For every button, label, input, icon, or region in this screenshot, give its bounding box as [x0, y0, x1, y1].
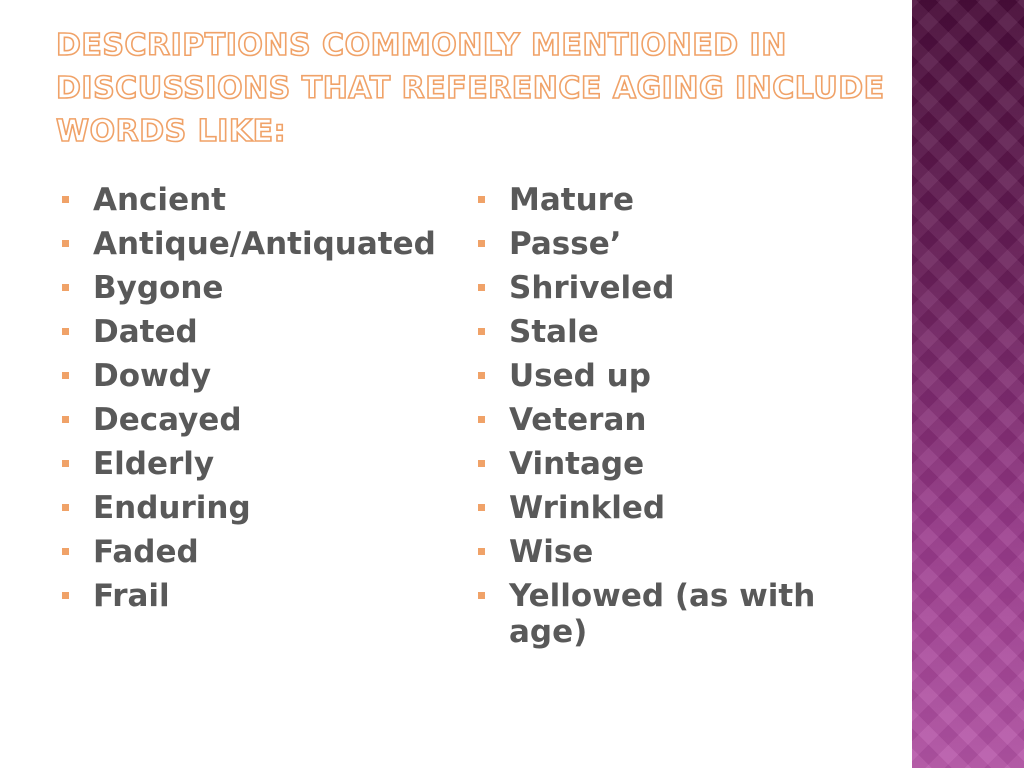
- square-bullet-icon: [62, 592, 69, 599]
- list-item: [60, 178, 460, 222]
- square-bullet-icon: [62, 240, 69, 247]
- list-item-text: Veteran: [509, 402, 647, 438]
- list-item: [60, 354, 460, 398]
- word-list-left: [60, 178, 460, 618]
- slide-title: DESCRIPTIONS COMMONLY MENTIONED IN DISCUSSIONS THAT REFERENCE AGING INCLUDE WORDS LIKE:: [56, 28, 885, 149]
- list-item: [60, 398, 460, 442]
- list-item: [476, 266, 836, 310]
- square-bullet-icon: [478, 548, 485, 555]
- square-bullet-icon: [478, 416, 485, 423]
- list-item: [60, 574, 460, 618]
- list-item: [476, 178, 836, 222]
- list-item-text: Frail: [93, 578, 170, 614]
- square-bullet-icon: [62, 372, 69, 379]
- square-bullet-icon: [62, 504, 69, 511]
- square-bullet-icon: [62, 416, 69, 423]
- list-item-text: Enduring: [93, 490, 251, 526]
- list-item: [476, 530, 836, 574]
- list-item: [60, 266, 460, 310]
- list-item-text: Bygone: [93, 270, 224, 306]
- list-item-text: Passe’: [509, 226, 622, 262]
- list-item: [476, 486, 836, 530]
- square-bullet-icon: [478, 196, 485, 203]
- list-item-text: Used up: [509, 358, 651, 394]
- square-bullet-icon: [478, 372, 485, 379]
- square-bullet-icon: [478, 328, 485, 335]
- list-item: [60, 222, 460, 266]
- square-bullet-icon: [62, 196, 69, 203]
- list-item: [476, 354, 836, 398]
- square-bullet-icon: [62, 284, 69, 291]
- list-item-text: Dowdy: [93, 358, 212, 394]
- square-bullet-icon: [62, 460, 69, 467]
- list-item: [60, 310, 460, 354]
- list-item-text: Vintage: [509, 446, 645, 482]
- list-item: [476, 442, 836, 486]
- list-item-text: Faded: [93, 534, 199, 570]
- list-item-text: Wrinkled: [509, 490, 666, 526]
- list-item-text: Elderly: [93, 446, 215, 482]
- square-bullet-icon: [478, 460, 485, 467]
- list-item-text: Stale: [509, 314, 599, 350]
- decorative-side-band: [912, 0, 1024, 768]
- square-bullet-icon: [62, 548, 69, 555]
- square-bullet-icon: [478, 284, 485, 291]
- square-bullet-icon: [478, 240, 485, 247]
- list-item-text: Yellowed (as with age): [509, 578, 816, 650]
- list-item-text: Decayed: [93, 402, 242, 438]
- list-item: [60, 486, 460, 530]
- list-item: [60, 530, 460, 574]
- list-item-text: Dated: [93, 314, 198, 350]
- list-item: [476, 222, 836, 266]
- list-item: [60, 442, 460, 486]
- list-item: [476, 574, 836, 650]
- list-item-text: Wise: [509, 534, 594, 570]
- list-item-text: Antique/Antiquated: [93, 226, 436, 262]
- list-item: [476, 310, 836, 354]
- word-list-right: [476, 178, 836, 650]
- list-item-text: Ancient: [93, 182, 226, 218]
- list-item-text: Mature: [509, 182, 634, 218]
- list-item: [476, 398, 836, 442]
- square-bullet-icon: [478, 504, 485, 511]
- square-bullet-icon: [62, 328, 69, 335]
- square-bullet-icon: [478, 592, 485, 599]
- list-item-text: Shriveled: [509, 270, 675, 306]
